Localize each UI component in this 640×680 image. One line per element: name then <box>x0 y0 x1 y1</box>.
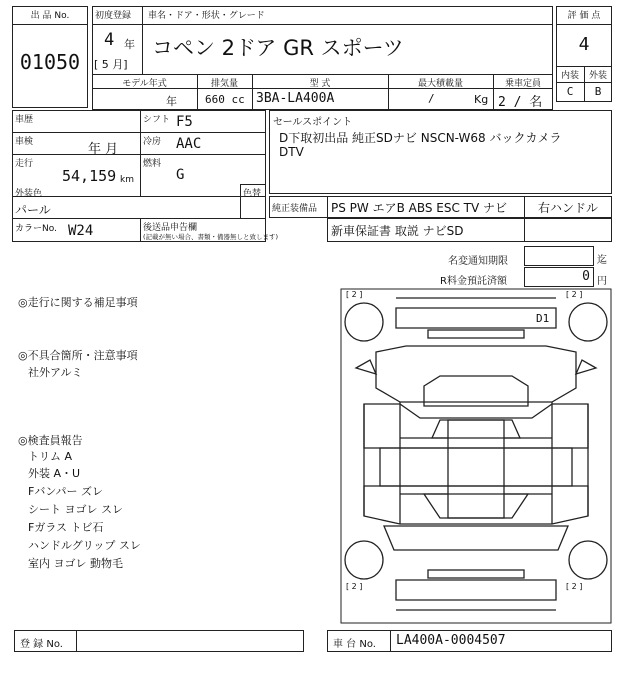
chassis-label: 車 台 No. <box>333 639 376 650</box>
inspector-item: 外装 A・U <box>28 467 81 480</box>
name-change-field <box>524 246 594 266</box>
equipment-value: PS PW エアB ABS ESC TV ナビ <box>331 201 508 215</box>
grade-label: 評 価 点 <box>567 11 601 21</box>
recycle-value: 0 <box>582 269 590 284</box>
overall-grade: 4 <box>578 34 590 55</box>
exterior-label: 外装 <box>588 71 607 81</box>
damage-mark-d1: D1 <box>536 312 550 325</box>
ac-value: AAC <box>176 136 202 152</box>
type-code: 3BA-LA400A <box>256 91 335 106</box>
defects-title: ◎不具合箇所・注意事項 <box>18 349 138 362</box>
shaken-value: 年 月 <box>88 142 119 157</box>
inspector-item: Fバンパー ズレ <box>28 485 104 498</box>
shift-value: F5 <box>176 114 193 130</box>
mileage-label: 走行 <box>15 159 34 169</box>
name-change-label: 名変通知期限 <box>448 256 508 267</box>
equipment-label: 純正装備品 <box>272 204 318 214</box>
driving-notes-title: ◎走行に関する補足事項 <box>18 296 138 309</box>
tire-front-left-label: [ 2 ] <box>346 290 363 299</box>
color-no-label: カラーNo. <box>15 224 57 234</box>
mileage-unit: km <box>120 175 134 185</box>
lot-label: 出 品 No. <box>30 11 70 21</box>
inspector-item: ハンドルグリップ スレ <box>28 539 141 552</box>
ac-label: 冷房 <box>143 137 162 147</box>
max-load-unit: Kg <box>474 93 489 106</box>
aftermarket-label: 後送品申告欄 <box>143 223 198 233</box>
aftermarket-note: (記載が無い場合、書類・備器無しと致します) <box>143 233 279 241</box>
inspector-item: トリム A <box>28 450 73 463</box>
documents-value: 新車保証書 取説 ナビSD <box>331 224 464 238</box>
steering-value: 右ハンドル <box>538 201 599 215</box>
inspector-item: Fガラス トビ石 <box>28 521 104 534</box>
sales-points-label: セールスポイント <box>273 117 353 128</box>
model-year-label: モデル年式 <box>122 79 167 89</box>
chassis-number: LA400A-0004507 <box>396 633 506 648</box>
max-load-value: / <box>428 92 435 105</box>
tire-front-right-label: [ 2 ] <box>566 290 583 299</box>
tire-rear-left-icon <box>345 541 383 579</box>
recycle-unit: 円 <box>597 276 607 287</box>
car-diagram <box>340 288 612 624</box>
exterior-grade: B <box>594 85 602 98</box>
color-change-label: 色替 <box>243 189 262 199</box>
interior-label: 内装 <box>560 71 579 81</box>
first-reg-label: 初度登録 <box>95 11 132 21</box>
tire-rear-left-label: [ 2 ] <box>346 582 363 591</box>
registration-label: 登 録 No. <box>20 639 63 650</box>
max-load-label: 最大積載量 <box>417 79 463 89</box>
car-name-label: 車名・ドア・形状・グレード <box>148 11 265 21</box>
history-label: 車歴 <box>15 115 34 125</box>
car-name: コペン 2ドア GR スポーツ <box>152 36 404 60</box>
displacement-value: 660 cc <box>205 93 245 106</box>
tire-front-left-icon <box>345 303 383 341</box>
sales-points-line1: D下取初出品 純正SDナビ NSCN-W68 バックカメラ <box>279 131 562 145</box>
capacity-value: 2 / 名 <box>498 95 543 110</box>
name-change-unit: 迄 <box>597 255 607 266</box>
interior-grade: C <box>566 85 574 98</box>
first-reg-month: [ 5 月] <box>94 58 128 71</box>
inspector-item: シート ヨゴレ スレ <box>28 503 123 516</box>
capacity-label: 乗車定員 <box>504 79 541 89</box>
type-label: 型 式 <box>309 79 331 89</box>
fuel-label: 燃料 <box>143 159 162 169</box>
tire-rear-right-icon <box>569 541 607 579</box>
inspector-item: 室内 ヨゴレ 動物毛 <box>28 557 123 570</box>
sales-points-line2: DTV <box>279 145 304 159</box>
model-year-unit: 年 <box>166 95 177 108</box>
first-reg-year: 4 <box>104 30 115 50</box>
color-value: パール <box>15 203 51 217</box>
shift-label: シフト <box>143 115 171 125</box>
fuel-value: G <box>176 167 185 183</box>
defect-item: 社外アルミ <box>28 366 83 379</box>
inspector-title: ◎検査員報告 <box>18 434 83 447</box>
tire-rear-right-label: [ 2 ] <box>566 582 583 591</box>
color-no-value: W24 <box>68 223 94 239</box>
first-reg-year-unit: 年 <box>124 38 135 51</box>
tire-front-right-icon <box>569 303 607 341</box>
mileage-value: 54,159 <box>62 167 117 185</box>
color-label: 外装色 <box>15 189 43 199</box>
recycle-label: R料金預託済額 <box>440 276 507 287</box>
lot-number: 01050 <box>19 50 81 74</box>
displacement-label: 排気量 <box>210 79 238 89</box>
shaken-label: 車検 <box>15 137 34 147</box>
